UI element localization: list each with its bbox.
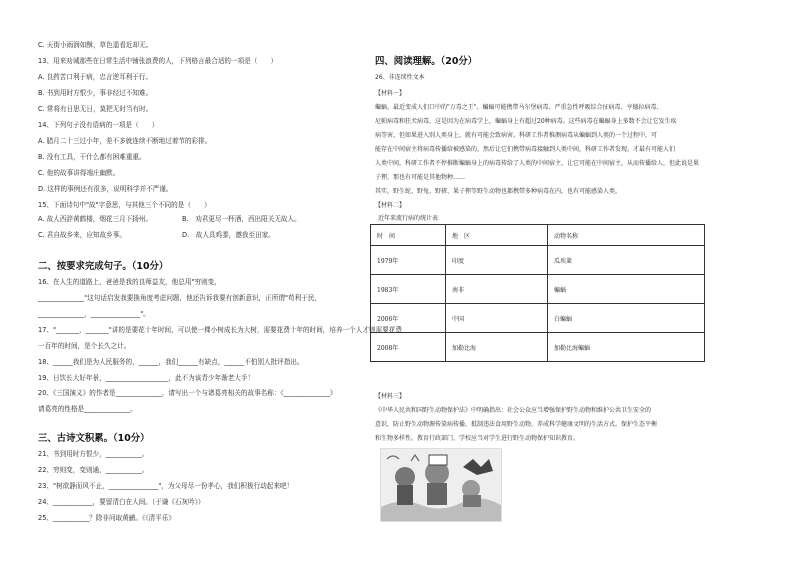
q14-stem: 14、下列句子没有语病的一项是（ ） xyxy=(38,121,159,129)
wildlife-illustration-icon xyxy=(381,449,501,521)
table-cell: 南非 xyxy=(446,275,548,304)
material-3-line-2: 意识，防止野生动物源传染病传播，抵制违法食用野生动物，养成科学健康文明的生活方式。保护生态平衡 xyxy=(375,421,658,428)
table-row xyxy=(371,304,705,333)
table-caption: 近年来流行病的统计表 xyxy=(378,215,439,222)
q16-line-1: 16、在人生的道路上，爸爸是我的良师益友，他总用"穷则变， xyxy=(38,278,221,286)
table-header-animal: 动物名称 xyxy=(548,225,705,246)
table-header-time: 时 间 xyxy=(371,225,446,246)
material-1-line-5: 人类中间，科研工作者不停推断蝙蝠身上的病毒传给了人类的中间宿主，让它可能在中间宿主，从而传播给人，但此说是果 xyxy=(375,160,700,167)
passage-title: 26、非连续性文本 xyxy=(375,74,425,81)
table-cell: 1979年 xyxy=(371,246,446,275)
table-cell: 中国 xyxy=(446,304,548,333)
q18: 18、______我们是为人民服务的，______，我们______有缺点，______不怕别人批评指出。 xyxy=(38,358,304,366)
q13-stem: 13、用来劝诫那些在日常生活中铺张浪费的人，下列格言最合适的一项是（ ） xyxy=(38,57,278,65)
table-cell: 加勒比海蝙蝠 xyxy=(548,333,705,362)
q13-option-c: C. 常将有日思无日，莫把无时当有时。 xyxy=(38,105,153,113)
table-cell: 白蝙蝠 xyxy=(548,304,705,333)
material-1-line-1: 蝙蝠，最近变成人们口中的"万毒之王"。蝙蝠可能携带马尔堡病毒、严重急性呼吸综合征病毒、亨德拉病毒、 xyxy=(375,104,663,111)
material-2-label: 【材料二】 xyxy=(375,202,406,209)
q15-stem: 15、下面诗句中"故"字意思，与其他三个不同的是（ ） xyxy=(38,201,211,209)
section-3-title: 三、古诗文积累。（10分） xyxy=(38,433,150,444)
table-cell: 瓜埃莱 xyxy=(548,246,705,275)
table-cell: 加勒比海 xyxy=(446,333,548,362)
material-3-label: 【材料三】 xyxy=(375,393,406,400)
table-cell: 蝙蝠 xyxy=(548,275,705,304)
q15-option-b: B. 劝君更尽一杯酒，西出阳关无故人。 xyxy=(182,215,301,223)
material-1-line-4: 能存在中间宿主将病毒传播给被感染的，然后让它们携带病毒接触到人类中间，科研工作者发现，才最有可能人们 xyxy=(375,146,676,153)
table-row xyxy=(371,246,705,275)
table-cell: 印度 xyxy=(446,246,548,275)
q22: 22、穷则变，变则通，___________。 xyxy=(38,466,149,474)
q24: 24、____________，要留清白在人间。（于谦《石灰吟》） xyxy=(38,498,205,506)
q13-option-a: A. 良药苦口利于病，忠言逆耳利于行。 xyxy=(38,73,153,81)
q25: 25、___________？除非问取黄鹂。《《清平乐》 xyxy=(38,514,175,522)
material-3-line-3: 和生物多样性。教育行政部门、学校应当对学生进行野生动物保护知识教育。 xyxy=(375,435,580,442)
epidemic-table xyxy=(370,224,705,362)
table-row xyxy=(371,333,705,362)
material-1-line-2: 尼帕病毒和狂犬病毒，这是因为在病毒学上，蝙蝠身上有超过20种病毒。这些病毒在蝙蝠身上多数不会让它发生疾 xyxy=(375,118,677,125)
q17-line-2: 一百年的时间，是个长久之计。 xyxy=(38,342,131,350)
q12-option-c: C. 天街小雨润如酥，草色遥看近却无。 xyxy=(38,41,153,49)
material-1-line-3: 病等害，但如果进入别人类身上，就有可能会致病害。科研工作者推测病毒从蝙蝠到人类的一个过程中，可 xyxy=(375,132,658,139)
material-1-tail: 其实，野生蛇、野兔、野猪、果子狸等野生动物也都携带多种病毒在内，也有可能感染人类。 xyxy=(375,188,622,195)
material-1-line-6: 子狸，那也有可能是其他物种…… xyxy=(375,174,466,181)
q20-line-1: 20、《三国演义》的作者是______________，请写出一个与诸葛亮相关的故事名称：《______________》 xyxy=(38,389,337,397)
q15-option-c: C. 君自故乡来，应知故乡事。 xyxy=(38,231,126,239)
material-3-line-1: 《中华人民共和国野生动物保护法》中明确指出：社会公众应当增强保护野生动物和维护公共卫生安全的 xyxy=(375,407,652,414)
q17-line-1: 17、"_______，_______"讲的是要花十年时间，可以使一棵小树成长为大树，需要花费十年的时间，培养一个人才则需要花费 xyxy=(38,326,402,334)
table-cell: 2006年 xyxy=(371,304,446,333)
q14-option-c: C. 他的故事讲得端庄幽默。 xyxy=(38,169,120,177)
wildlife-illustration-image xyxy=(380,448,502,522)
q15-option-d: D. 故人具鸡黍，邀我至田家。 xyxy=(182,231,275,239)
q15-option-a: A. 故人西辞黄鹤楼，烟花三月下扬州。 xyxy=(38,215,153,223)
material-1-label: 【材料一】 xyxy=(375,90,406,97)
table-cell: 1983年 xyxy=(371,275,446,304)
q14-option-d: D. 这样的事例还有很多，说明科学并不严谨。 xyxy=(38,185,173,193)
table-header-row xyxy=(371,225,705,246)
section-4-title: 四、阅读理解。（20分） xyxy=(375,56,478,67)
q16-line-3: ______________，_______________"。 xyxy=(38,310,150,318)
table-row xyxy=(371,275,705,304)
q14-option-b: B. 没有工具，干什么都有困难重重。 xyxy=(38,153,146,161)
table-cell: 2008年 xyxy=(371,333,446,362)
q21: 21、书到用时方恨少，___________。 xyxy=(38,450,149,458)
table-header-region: 地 区 xyxy=(446,225,548,246)
q16-line-2: ______________"这句话启发我要换角度考虑问题，他还告诉我要有创新意识，正所谓"苟利于民， xyxy=(38,294,322,302)
q19: 19、日饮长大好年景，___________________，此不为该青少年渐老大手！ xyxy=(38,374,255,382)
section-2-title: 二、按要求完成句子。（10分） xyxy=(38,261,169,272)
q20-line-2: 请葛亮的性格是______________。 xyxy=(38,405,137,413)
q13-option-b: B. 书到用时方恨少，事非经过不知难。 xyxy=(38,89,153,97)
q23: 23、"树欲静而风不止，_______________"，为父母尽一份孝心，我们积极行动起来吧！ xyxy=(38,482,294,490)
q14-option-a: A. 腊月二十三过小年，差不多就连续不断地过着节的彩排。 xyxy=(38,137,212,145)
